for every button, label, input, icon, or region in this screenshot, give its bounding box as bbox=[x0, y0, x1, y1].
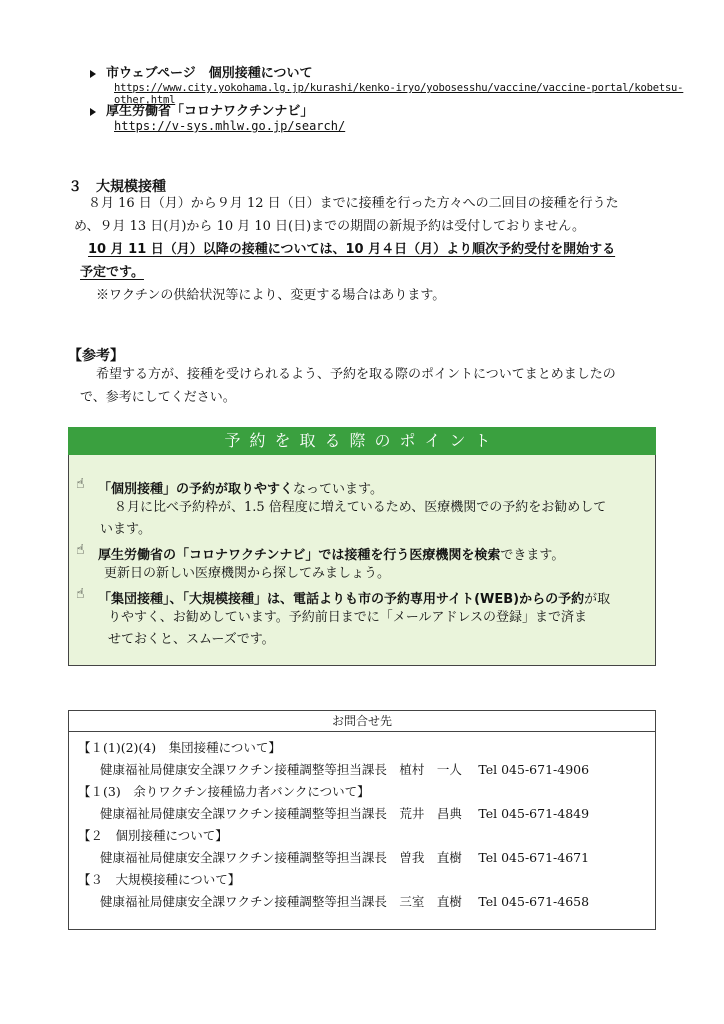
contact-group-head: 【３ 大規模接種について】 bbox=[78, 872, 241, 887]
point-heading-bold: 「個別接種」の予約が取りやすく bbox=[98, 482, 294, 497]
point-heading-rest: できます。 bbox=[500, 548, 565, 563]
link-item-1 bbox=[90, 62, 312, 81]
link-item-2 bbox=[90, 100, 313, 119]
section-heading: ３ 大規模接種 bbox=[68, 179, 166, 195]
bullet-triangle-icon bbox=[90, 108, 96, 116]
point-body: ８月に比べ予約枠が、1.5 倍程度に増えているため、医療機関での予約をお勧めして bbox=[114, 500, 607, 515]
point-heading-bold: 「集団接種」、「大規模接種」は、電話よりも市の予約専用サイト(WEB)からの予約 bbox=[98, 592, 585, 607]
contact-title: お問合せ先 bbox=[68, 710, 656, 732]
contact-row: 健康福祉局健康安全課ワクチン接種調整等担当課長 曽我 直樹 Tel 045-671-4671 bbox=[100, 850, 590, 865]
section-para-line: め、９月 13 日(月)から 10 月 10 日(日)までの期間の新規予約は受付しておりません。 bbox=[74, 219, 585, 234]
contact-row: 健康福祉局健康安全課ワクチン接種調整等担当課長 荒井 昌典 Tel 045-671-4849 bbox=[100, 806, 590, 821]
points-box-title: 予約を取る際のポイント bbox=[68, 427, 656, 455]
point-body: 更新日の新しい医療機関から探してみましょう。 bbox=[104, 566, 391, 581]
bullet-triangle-icon bbox=[90, 70, 96, 78]
link-url[interactable]: https://v-sys.mhlw.go.jp/search/ bbox=[114, 119, 346, 133]
point-heading bbox=[98, 544, 564, 563]
point-heading bbox=[98, 478, 383, 497]
reference-heading: 【参考】 bbox=[68, 348, 124, 364]
pointing-hand-icon: ☝ bbox=[76, 476, 85, 492]
section-bold-line: 10 月 11 日（月）以降の接種については、10 月４日（月）より順次予約受付を開始する bbox=[88, 242, 616, 257]
point-heading bbox=[98, 588, 610, 607]
reference-line: 希望する方が、接種を受けられるよう、予約を取る際のポイントについてまとめましたの bbox=[96, 367, 616, 382]
section-note: ※ワクチンの供給状況等により、変更する場合はあります。 bbox=[96, 288, 446, 303]
point-heading-rest: が取 bbox=[584, 592, 611, 607]
contact-group-head: 【２ 個別接種について】 bbox=[78, 828, 228, 843]
link-label: 市ウェブページ 個別接種について bbox=[106, 66, 313, 81]
link-url[interactable]: https://www.city.yokohama.lg.jp/kurashi/kenko-iryo/yobosesshu/vaccine/vaccine-portal/kobetsu-other.html bbox=[114, 82, 684, 106]
point-heading-rest: なっています。 bbox=[293, 482, 383, 497]
contact-group-head: 【１(3) 余りワクチン接種協力者バンクについて】 bbox=[78, 784, 370, 799]
link-label: 厚生労働省「コロナワクチンナビ」 bbox=[106, 104, 314, 119]
point-body: います。 bbox=[100, 522, 151, 537]
contact-group-head: 【１(1)(2)(4) 集団接種について】 bbox=[78, 740, 281, 755]
contact-row: 健康福祉局健康安全課ワクチン接種調整等担当課長 三室 直樹 Tel 045-671-4658 bbox=[100, 894, 590, 909]
point-body: りやすく、お勧めしています。予約前日までに「メールアドレスの登録」まで済ま bbox=[108, 610, 588, 625]
section-para-line: ８月 16 日（月）から９月 12 日（日）までに接種を行った方々への二回目の接種を行うた bbox=[88, 196, 619, 211]
contact-row: 健康福祉局健康安全課ワクチン接種調整等担当課長 植村 一人 Tel 045-671-4906 bbox=[100, 762, 590, 777]
pointing-hand-icon: ☝ bbox=[76, 586, 85, 602]
reference-line: で、参考にしてください。 bbox=[80, 390, 236, 405]
section-bold-line: 予定です。 bbox=[80, 265, 144, 280]
point-body: せておくと、スムーズです。 bbox=[108, 632, 275, 647]
point-heading-bold: 厚生労働省の「コロナワクチンナビ」では接種を行う医療機関を検索 bbox=[98, 548, 501, 563]
pointing-hand-icon: ☝ bbox=[76, 542, 85, 558]
